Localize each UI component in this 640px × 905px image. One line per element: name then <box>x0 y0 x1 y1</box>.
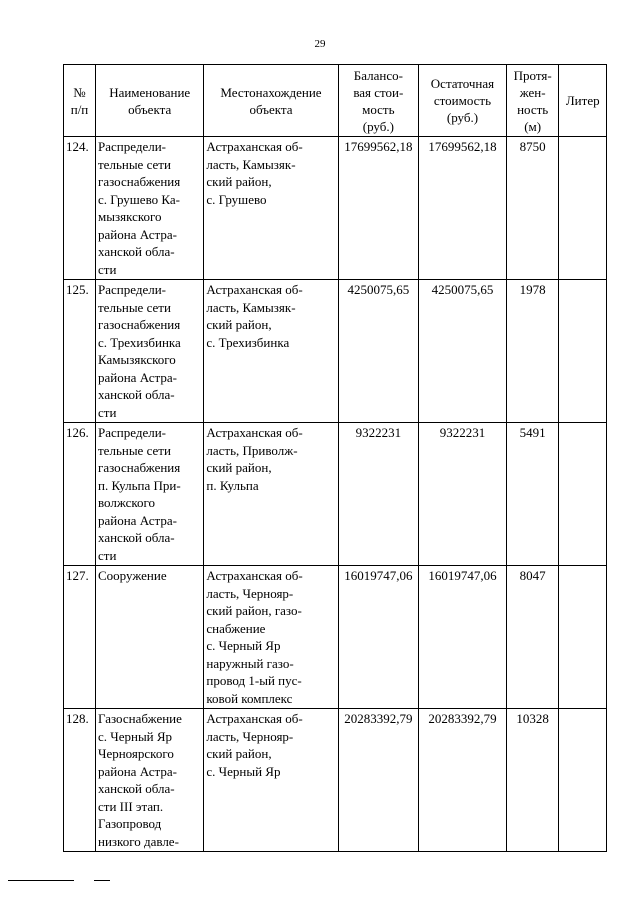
header-residual-value: Остаточная стоимость (руб.) <box>419 65 507 137</box>
object-name: Распредели- тельные сети газоснабжения с. Грушево Ка- мызякского района Астра- ханской обла- сти <box>96 137 204 280</box>
table-row <box>64 566 607 709</box>
table-row <box>64 423 607 566</box>
object-location: Астраханская об- ласть, Чернояр- ский район, газо- снабжение с. Черный Яр наружный газо- провод 1-ый пус- ковой комплекс <box>204 566 338 709</box>
row-number: 126. <box>64 423 96 566</box>
balance-value: 16019747,06 <box>338 566 419 709</box>
length-value: 5491 <box>506 423 559 566</box>
residual-value: 20283392,79 <box>419 709 507 852</box>
length-value: 8047 <box>506 566 559 709</box>
residual-value: 16019747,06 <box>419 566 507 709</box>
footnote-divider-short <box>94 880 110 881</box>
liter-value <box>559 709 607 852</box>
residual-value: 9322231 <box>419 423 507 566</box>
balance-value: 4250075,65 <box>338 280 419 423</box>
liter-value <box>559 566 607 709</box>
length-value: 1978 <box>506 280 559 423</box>
object-location: Астраханская об- ласть, Камызяк- ский район, с. Трехизбинка <box>204 280 338 423</box>
table-row <box>64 280 607 423</box>
header-length: Протя- жен- ность (м) <box>506 65 559 137</box>
liter-value <box>559 280 607 423</box>
object-location: Астраханская об- ласть, Камызяк- ский район, с. Грушево <box>204 137 338 280</box>
header-number: № п/п <box>64 65 96 137</box>
balance-value: 9322231 <box>338 423 419 566</box>
row-number: 124. <box>64 137 96 280</box>
header-liter: Литер <box>559 65 607 137</box>
object-name: Сооружение <box>96 566 204 709</box>
object-name: Распредели- тельные сети газоснабжения п. Кульпа При- волжского района Астра- ханской обла- сти <box>96 423 204 566</box>
table-row <box>64 709 607 852</box>
residual-value: 4250075,65 <box>419 280 507 423</box>
object-location: Астраханская об- ласть, Приволж- ский район, п. Кульпа <box>204 423 338 566</box>
object-location: Астраханская об- ласть, Чернояр- ский район, с. Черный Яр <box>204 709 338 852</box>
length-value: 10328 <box>506 709 559 852</box>
page-number: 29 <box>314 38 326 50</box>
liter-value <box>559 423 607 566</box>
table-header-row <box>64 65 607 137</box>
residual-value: 17699562,18 <box>419 137 507 280</box>
row-number: 125. <box>64 280 96 423</box>
header-location: Местонахождение объекта <box>204 65 338 137</box>
header-object-name: Наименование объекта <box>96 65 204 137</box>
balance-value: 17699562,18 <box>338 137 419 280</box>
header-balance-value: Балансо- вая стои- мость (руб.) <box>338 65 419 137</box>
footnote-divider <box>8 880 74 881</box>
row-number: 128. <box>64 709 96 852</box>
property-registry-table <box>63 64 607 852</box>
object-name: Газоснабжение с. Черный Яр Черноярского района Астра- ханской обла- сти III этап. Газопровод низкого давле- <box>96 709 204 852</box>
balance-value: 20283392,79 <box>338 709 419 852</box>
row-number: 127. <box>64 566 96 709</box>
liter-value <box>559 137 607 280</box>
length-value: 8750 <box>506 137 559 280</box>
table-row <box>64 137 607 280</box>
object-name: Распредели- тельные сети газоснабжения с. Трехизбинка Камызякского района Астра- ханской обла- сти <box>96 280 204 423</box>
